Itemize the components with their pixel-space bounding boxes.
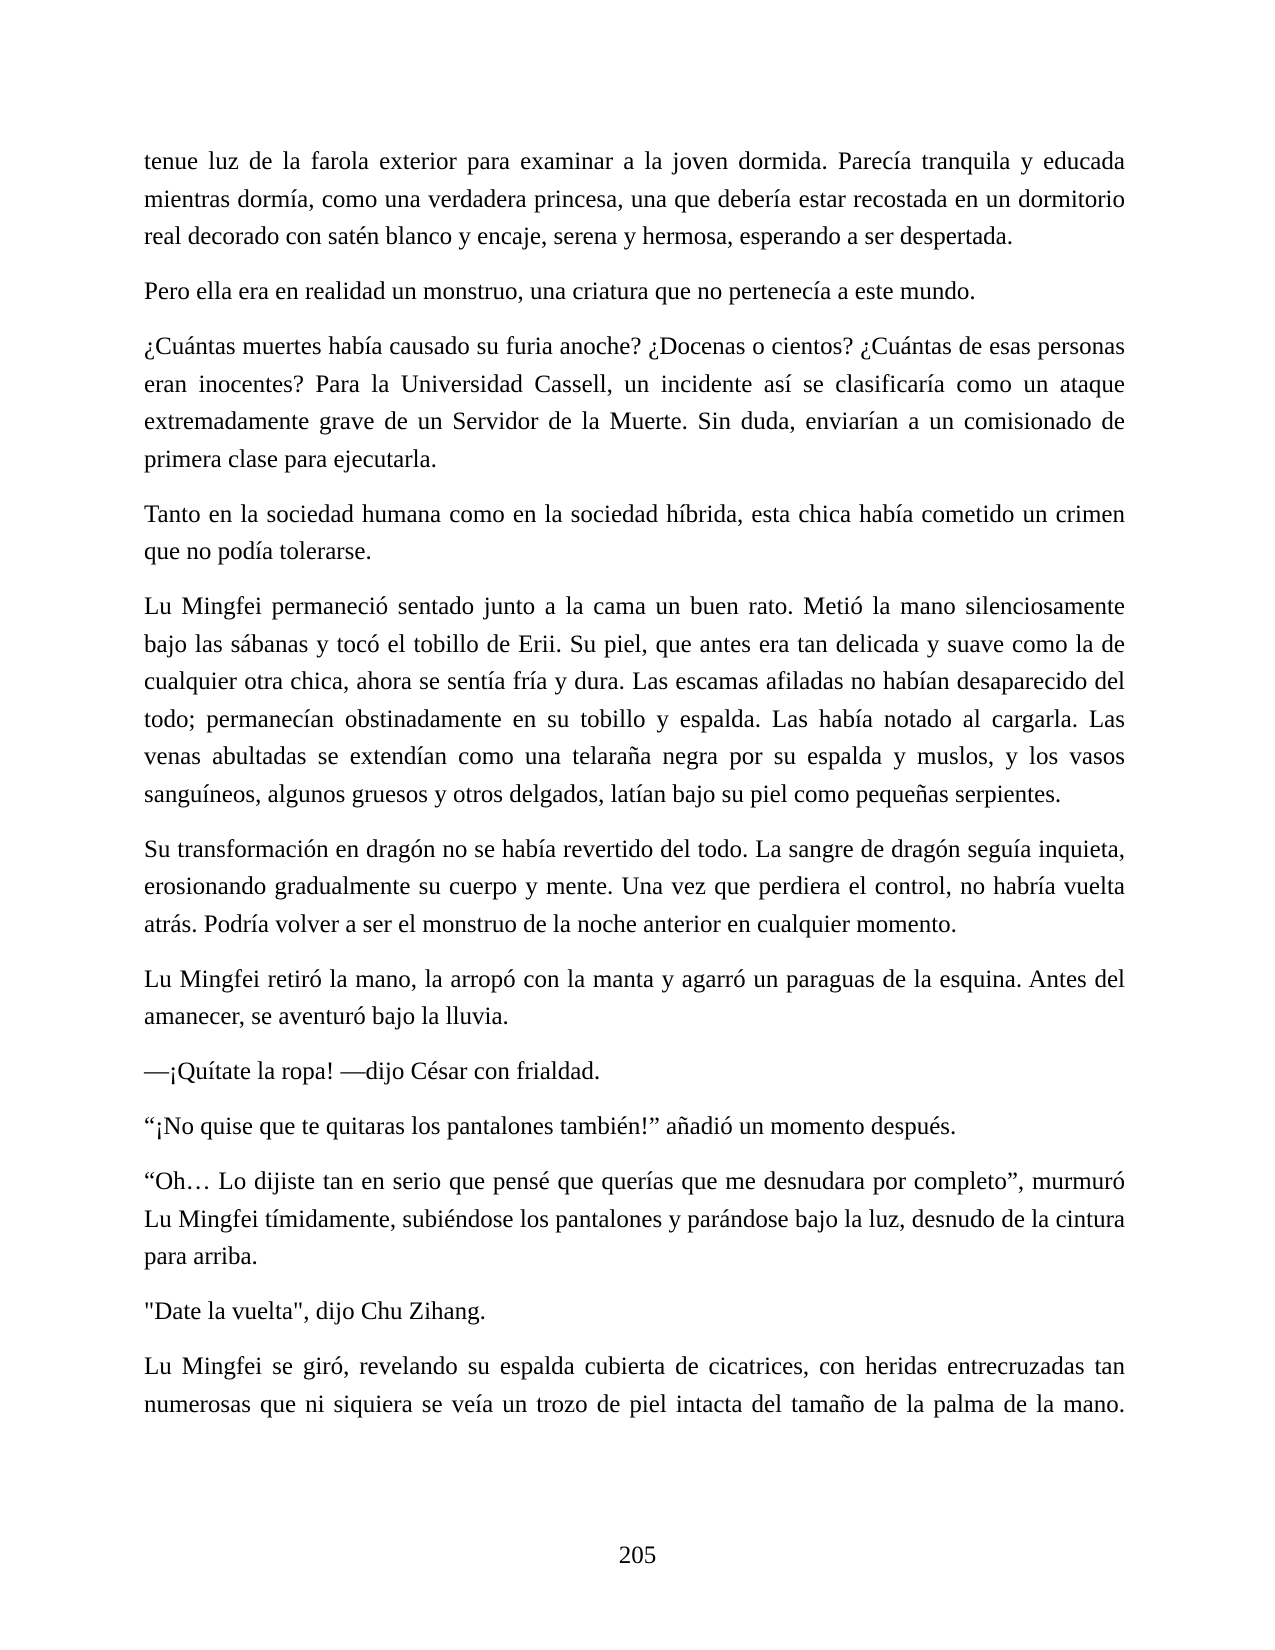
paragraph: tenue luz de la farola exterior para examinar a la joven dormida. Parecía tranquila y educada mientras dormía, como una verdadera princesa, una que debería estar recostada en un dormitorio real decorado con satén blanco y encaje, serena y hermosa, esperando a ser despertada. <box>144 148 1125 250</box>
paragraph-dialogue: —¡Quítate la ropa! —dijo César con frialdad. <box>144 1058 601 1085</box>
paragraph: Lu Mingfei permaneció sentado junto a la cama un buen rato. Metió la mano silenciosamente bajo las sábanas y tocó el tobillo de Erii. Su piel, que antes era tan delicada y suave como la de cualquier otra chica, ahora se sentía fría y dura. Las escamas afiladas no habían desaparecido del todo; permanecían obstinadamente en su tobillo y espalda. Las había notado al cargarla. Las venas abultadas se extendían como una telaraña negra por su espalda y muslos, y los vasos sanguíneos, algunos gruesos y otros delgados, latían bajo su piel como pequeñas serpientes. <box>144 593 1125 808</box>
paragraph: Tanto en la sociedad humana como en la sociedad híbrida, esta chica había cometido un crimen que no podía tolerarse. <box>144 500 1125 565</box>
paragraph: Su transformación en dragón no se había revertido del todo. La sangre de dragón seguía inquieta, erosionando gradualmente su cuerpo y mente. Una vez que perdiera el control, no habría vuelta atrás. Podría volver a ser el monstruo de la noche anterior en cualquier momento. <box>144 835 1125 938</box>
paragraph: Lu Mingfei retiró la mano, la arropó con la manta y agarró un paraguas de la esquina. Antes del amanecer, se aventuró bajo la lluvia. <box>144 965 1125 1030</box>
page-body-text <box>144 143 1125 1441</box>
paragraph: Lu Mingfei se giró, revelando su espalda cubierta de cicatrices, con heridas entrecruzadas tan numerosas que ni siquiera se veía un trozo de piel intacta del tamaño de la palma de la mano. <box>144 1353 1125 1418</box>
paragraph-dialogue: “Oh… Lo dijiste tan en serio que pensé que querías que me desnudara por completo”, murmuró Lu Mingfei tímidamente, subiéndose los pantalones y parándose bajo la luz, desnudo de la cintura para arriba. <box>144 1168 1125 1270</box>
page-number: 205 <box>618 1542 657 1569</box>
paragraph: ¿Cuántas muertes había causado su furia anoche? ¿Docenas o cientos? ¿Cuántas de esas personas eran inocentes? Para la Universidad Cassell, un incidente así se clasificaría como un ataque extremadamente grave de un Servidor de la Muerte. Sin duda, enviarían a un comisionado de primera clase para ejecutarla. <box>144 333 1125 473</box>
paragraph-dialogue: "Date la vuelta", dijo Chu Zihang. <box>144 1298 486 1325</box>
paragraph-dialogue: “¡No quise que te quitaras los pantalones también!” añadió un momento después. <box>144 1113 957 1140</box>
paragraph: Pero ella era en realidad un monstruo, una criatura que no pertenecía a este mundo. <box>144 278 976 305</box>
